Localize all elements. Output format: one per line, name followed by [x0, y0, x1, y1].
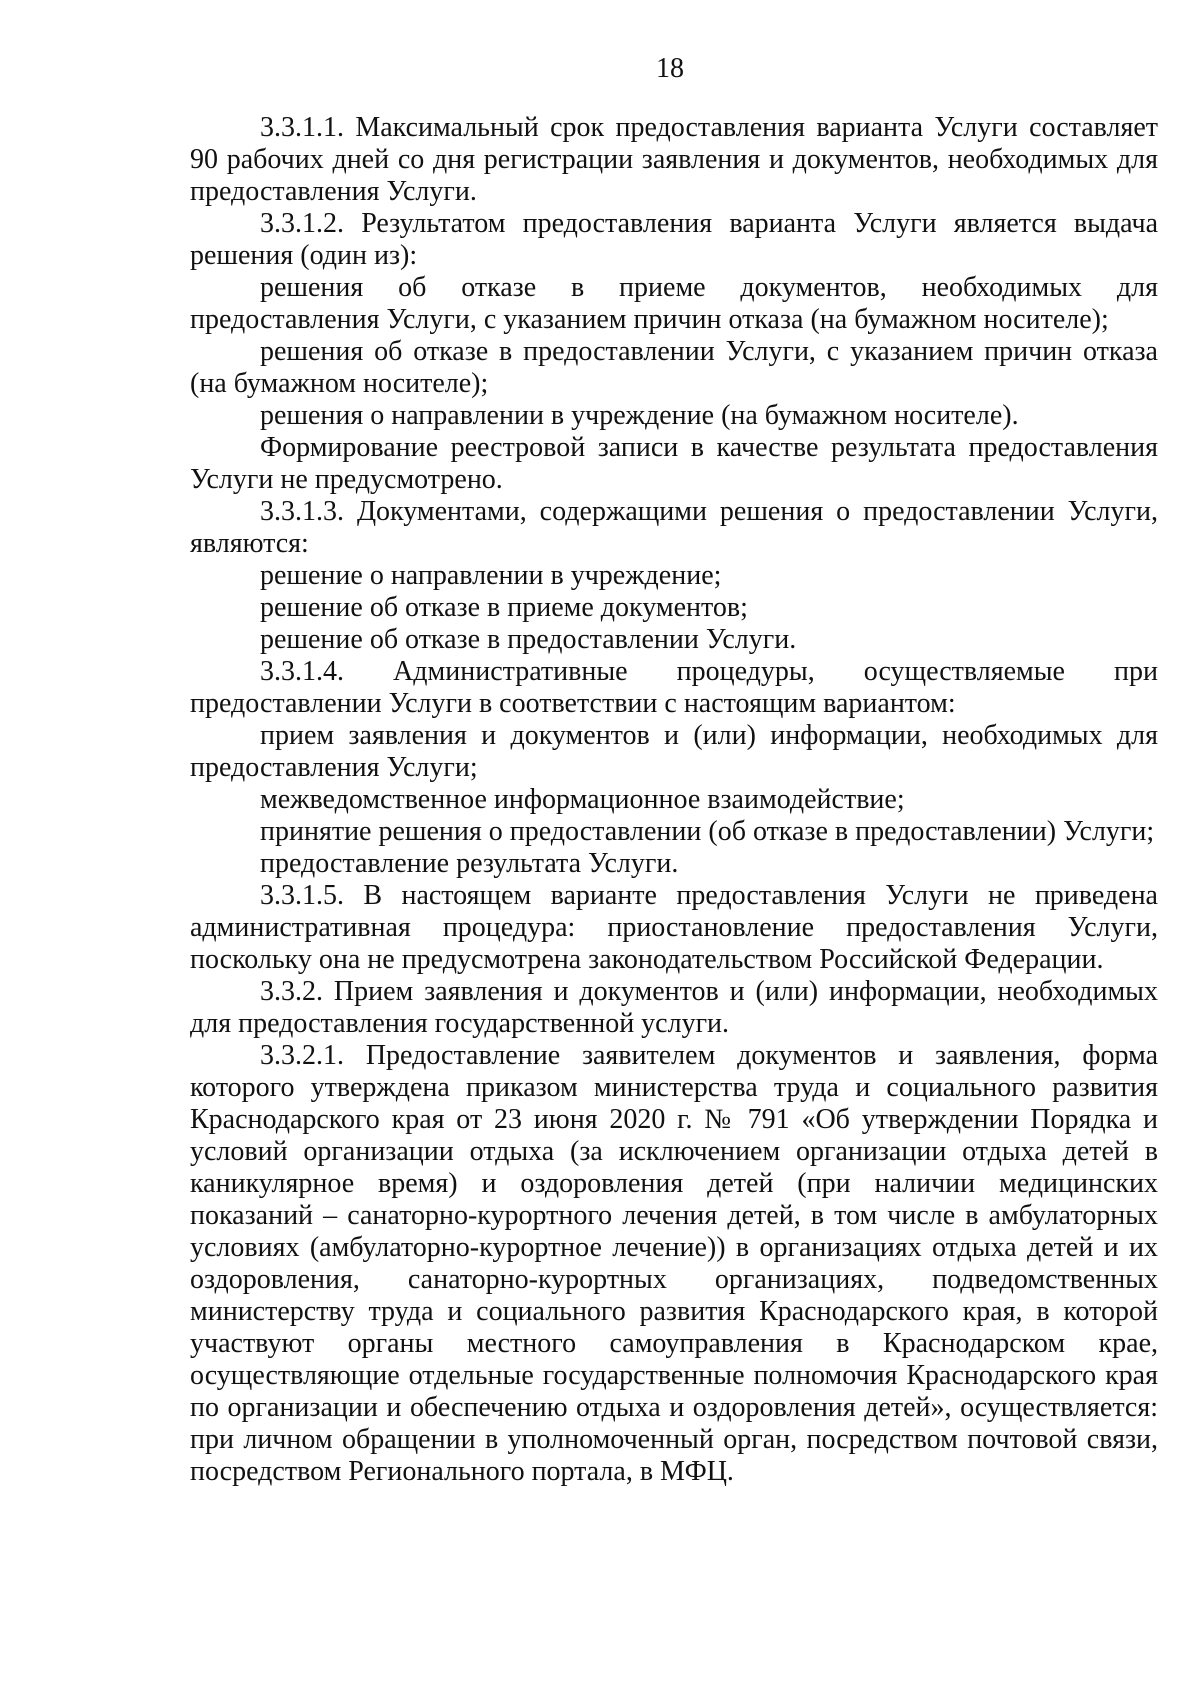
- paragraph-3-3-1-2: 3.3.1.2. Результатом предоставления варианта Услуги является выдача решения (один из):: [190, 208, 1158, 271]
- list-item-referral: решения о направлении в учреждение (на бумажном носителе).: [260, 400, 1019, 431]
- list-item-refusal-acceptance: решения об отказе в приеме документов, необходимых для предоставления Услуги, с указанием причин отказа (на бумажном носителе);: [190, 272, 1158, 335]
- list-item-decision-refusal-acceptance: решение об отказе в приеме документов;: [260, 592, 748, 623]
- paragraph-3-3-1-3: 3.3.1.3. Документами, содержащими решения о предоставлении Услуги, являются:: [190, 496, 1158, 559]
- document-body: [190, 112, 1158, 1488]
- list-item-procedure-decision: принятие решения о предоставлении (об отказе в предоставлении) Услуги;: [260, 816, 1155, 847]
- paragraph-3-3-1-1: 3.3.1.1. Максимальный срок предоставления варианта Услуги составляет 90 рабочих дней со дня регистрации заявления и документов, необходимых для предоставления Услуги.: [190, 112, 1158, 207]
- list-item-decision-referral: решение о направлении в учреждение;: [260, 560, 722, 591]
- paragraph-3-3-2: 3.3.2. Прием заявления и документов и (или) информации, необходимых для предоставления государственной услуги.: [190, 976, 1158, 1039]
- page-number: 18: [656, 53, 684, 84]
- paragraph-3-3-2-1: 3.3.2.1. Предоставление заявителем документов и заявления, форма которого утверждена приказом министерства труда и социального развития Краснодарского края от 23 июня 2020 г. № 791 «Об утверждении Порядка и условий организации отдыха (за исключением организации отдыха детей в каникулярное время) и оздоровления детей (при наличии медицинских показаний – санаторно-курортного лечения детей, в том числе в амбулаторных условиях (амбулаторно-курортное лечение)) в организациях отдыха детей и их оздоровления, санаторно-курортных организациях, подведомственных министерству труда и социального развития Краснодарского края, в которой участвуют органы местного самоуправления в Краснодарском крае, осуществляющие отдельные государственные полномочия Краснодарского края по организации и обеспечению отдыха и оздоровления детей», осуществляется: при личном обращении в уполномоченный орган, посредством почтовой связи, посредством Регионального портала, в МФЦ.: [190, 1040, 1158, 1487]
- list-item-procedure-acceptance: прием заявления и документов и (или) информации, необходимых для предоставления Услуги;: [190, 720, 1158, 783]
- list-item-procedure-result: предоставление результата Услуги.: [260, 848, 679, 879]
- list-item-procedure-interagency: межведомственное информационное взаимодействие;: [260, 784, 905, 815]
- paragraph-3-3-1-5: 3.3.1.5. В настоящем варианте предоставления Услуги не приведена административная процедура: приостановление предоставления Услуги, поскольку она не предусмотрена законодательством Российской Федерации.: [190, 880, 1158, 975]
- paragraph-registry-record: Формирование реестровой записи в качестве результата предоставления Услуги не предусмотрено.: [190, 432, 1158, 495]
- list-item-decision-refusal-provision: решение об отказе в предоставлении Услуги.: [260, 624, 797, 655]
- list-item-refusal-provision: решения об отказе в предоставлении Услуги, с указанием причин отказа (на бумажном носителе);: [190, 336, 1158, 399]
- paragraph-3-3-1-4: 3.3.1.4. Административные процедуры, осуществляемые при предоставлении Услуги в соответствии с настоящим вариантом:: [190, 656, 1158, 719]
